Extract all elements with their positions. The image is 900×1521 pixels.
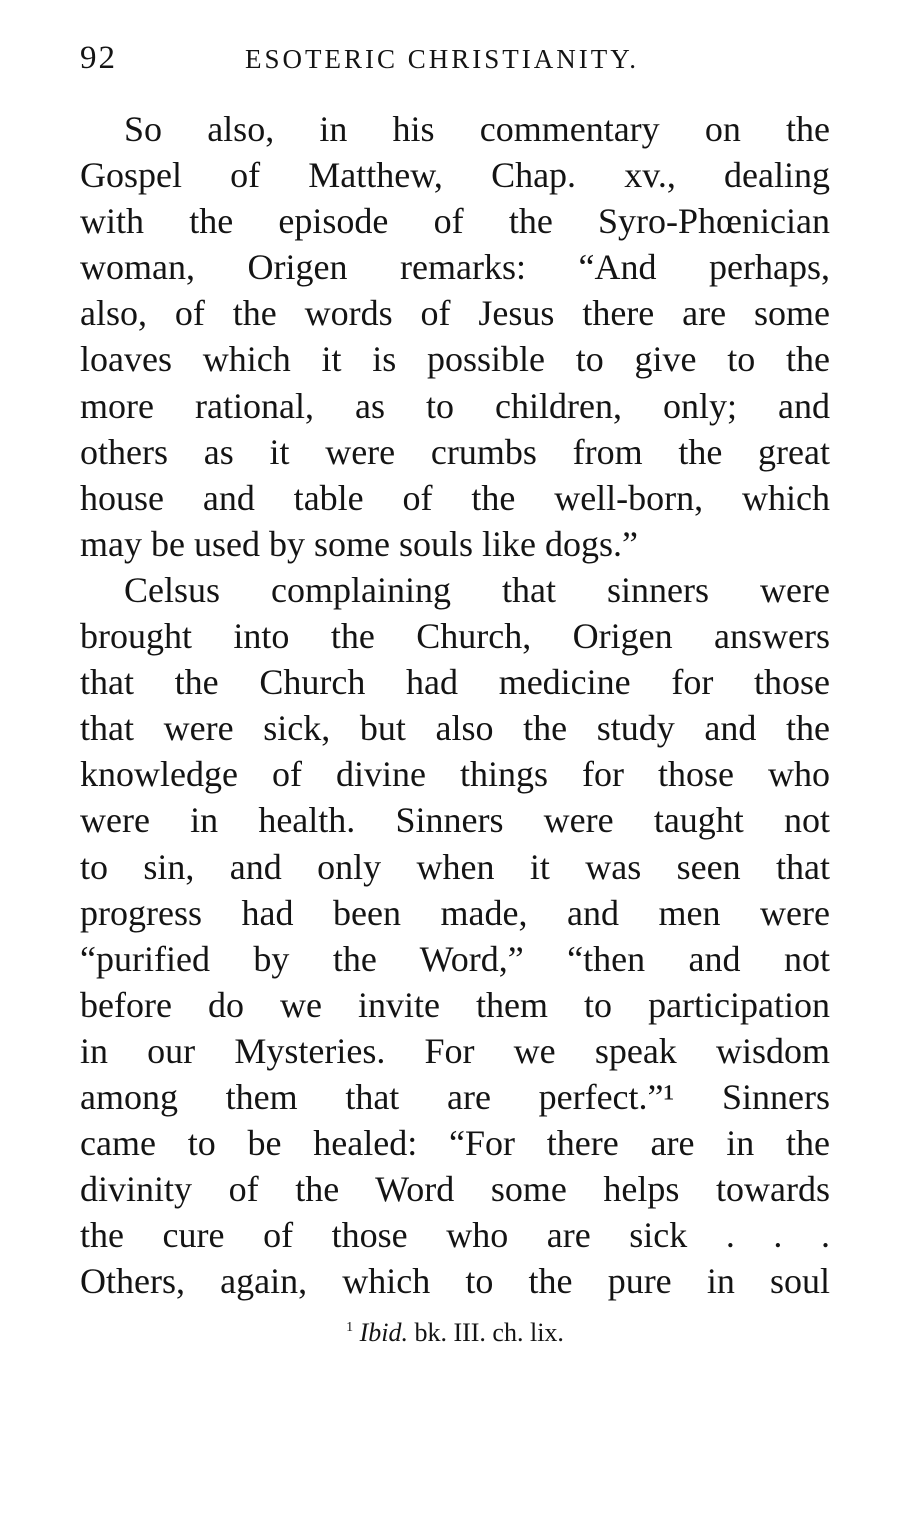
- body-text: [80, 106, 830, 1304]
- text-line: loaves which it is possible to give to the: [80, 339, 830, 380]
- text-line: “purified by the Word,” “then and not: [80, 938, 830, 979]
- text-line: brought into the Church, Origen answers: [80, 616, 830, 657]
- text-line: also, of the words of Jesus there are some: [80, 293, 830, 334]
- text-line: divinity of the Word some helps towards: [80, 1169, 830, 1210]
- text-line: to sin, and only when it was seen that: [80, 846, 830, 887]
- text-line: progress had been made, and men were: [80, 892, 830, 933]
- text-line: Others, again, which to the pure in soul: [80, 1261, 830, 1302]
- text-line: more rational, as to children, only; and: [80, 385, 830, 426]
- page-number: 92: [80, 40, 117, 76]
- text-line: Gospel of Matthew, Chap. xv., dealing: [80, 155, 830, 196]
- text-line: among them that are perfect.”¹ Sinners: [80, 1076, 830, 1117]
- footnote: [0, 1318, 900, 1348]
- text-line: with the episode of the Syro-Phœnician: [80, 201, 830, 242]
- text-line: So also, in his commentary on the: [124, 109, 830, 149]
- text-line: others as it were crumbs from the great: [80, 431, 830, 472]
- text-line: in our Mysteries. For we speak wisdom: [80, 1030, 830, 1071]
- text-line: before do we invite them to participation: [80, 984, 830, 1025]
- text-line: the cure of those who are sick . . .: [80, 1215, 830, 1256]
- running-title: ESOTERIC CHRISTIANITY.: [245, 44, 640, 74]
- footnote-marker: 1: [346, 1320, 354, 1335]
- text-line: that the Church had medicine for those: [80, 662, 830, 703]
- text-line: house and table of the well-born, which: [80, 477, 830, 518]
- footnote-source: Ibid.: [359, 1318, 408, 1347]
- text-line: were in health. Sinners were taught not: [80, 800, 830, 841]
- footnote-reference: bk. III. ch. lix.: [414, 1318, 564, 1347]
- text-line: came to be healed: “For there are in the: [80, 1123, 830, 1164]
- text-line: may be used by some souls like dogs.”: [80, 523, 638, 564]
- text-line: knowledge of divine things for those who: [80, 754, 830, 795]
- text-line: that were sick, but also the study and the: [80, 708, 830, 749]
- text-line: Celsus complaining that sinners were: [124, 569, 830, 610]
- text-line: woman, Origen remarks: “And perhaps,: [80, 247, 830, 288]
